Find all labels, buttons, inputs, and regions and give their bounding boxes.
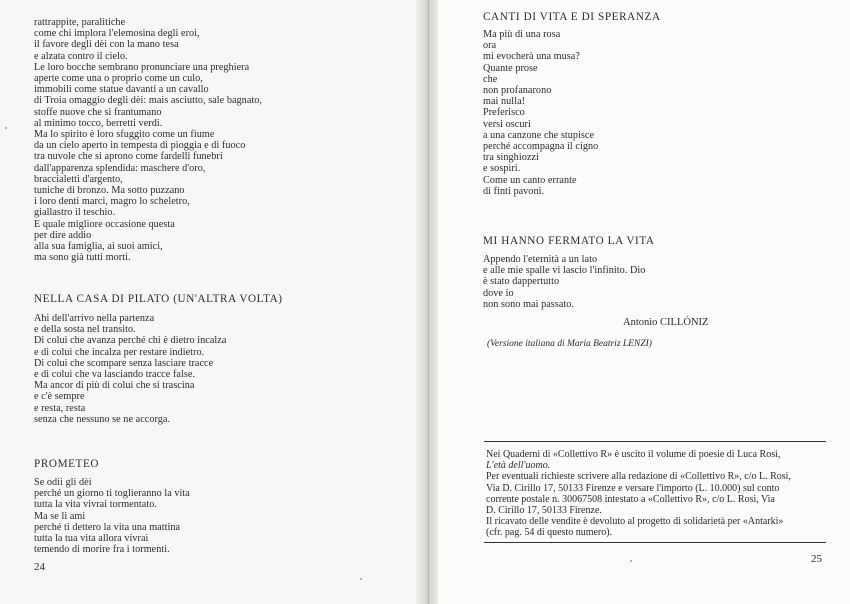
- poem-fermato: [483, 235, 655, 310]
- poem-line: e alle mie spalle vi lascio l'infinito. Dio: [483, 265, 646, 277]
- poem-line: dall'apparenza splendida: maschere d'oro,: [34, 162, 206, 174]
- poem-line: Le loro bocche sembrano pronunciare una preghiera: [34, 61, 250, 73]
- poem-line: tra singhiozzi: [483, 152, 539, 164]
- poem-line: per dire addio: [34, 229, 92, 241]
- right-page: [425, 0, 850, 604]
- poem-fermato-lines: [483, 254, 655, 310]
- publication-note: [486, 449, 828, 539]
- poem-line: giallastro il teschio.: [34, 207, 116, 219]
- poem-line: a una canzone che stupisce: [483, 129, 595, 141]
- note-line: D. Cirillo 17, 50133 Firenze.: [486, 505, 602, 517]
- book-gutter: [416, 0, 438, 604]
- note-line: Il ricavato delle vendite è devoluto al progetto di solidarietà per «Antarki»: [486, 516, 784, 528]
- poem-line: aperte come una o proprio come un culo,: [34, 73, 203, 85]
- poem-line: tutta la tua vita allora vivrai: [34, 533, 149, 545]
- poem-line: Come un canto errante: [483, 174, 577, 186]
- poem-line: perché un giorno ti toglieranno la vita: [34, 488, 190, 500]
- poem-tail: [34, 17, 262, 263]
- poem-line: di Troia omaggio degli dèi: mais asciutto, sale bagnato,: [34, 95, 263, 107]
- note-line: Nei Quaderni di «Collettivo R» è uscito il volume di poesie di Luca Rosi,: [486, 449, 781, 460]
- poem-line: come chi implora l'elemosina degli eroi,: [34, 28, 200, 40]
- poem-line: Di colui che scompare senza lasciare tracce: [34, 357, 214, 369]
- poem-line: immobili come statue davanti a un cavallo: [34, 84, 209, 96]
- page-number-right: 25: [811, 553, 822, 565]
- poem-line: che: [483, 73, 498, 85]
- poem-line: Di colui che avanza perché chi è dietro incalza: [34, 335, 227, 347]
- note-line: Per eventuali richieste scrivere alla redazione di «Collettivo R», c/o L. Rosi,: [486, 471, 791, 483]
- poem-line: perché ti dettero la vita una mattina: [34, 521, 181, 533]
- poem-line: stoffe nuove che si frantumano: [34, 106, 162, 118]
- poem-prometeo: [34, 458, 190, 555]
- poem-line: ora: [483, 40, 497, 52]
- poem-line: di finti pavoni.: [483, 185, 545, 197]
- poem-canti: [483, 11, 661, 197]
- poem-fermato-title: MI HANNO FERMATO LA VITA: [483, 235, 655, 247]
- poem-line: il favore degli dèi con la mano tesa: [34, 39, 179, 51]
- poem-line: da un cielo aperto in tempesta di pioggia e di fuoco: [34, 140, 246, 152]
- poem-line: tuniche di bronzo. Ma sotto puzzano: [34, 185, 185, 197]
- poem-line: alla sua famiglia, ai suoi amici,: [34, 241, 163, 253]
- poem-pilato-lines: [34, 313, 283, 425]
- author-signature: Antonio CILLÓNIZ: [623, 317, 709, 328]
- poem-line: e di colui che incalza per restare indietro.: [34, 346, 205, 358]
- note-line: Via D. Cirillo 17, 50133 Firenze e versare l'importo (L. 10.000) sul conto: [486, 482, 780, 494]
- poem-line: tra nuvole che si aprono come fardelli funebri: [34, 151, 223, 163]
- poem-line: al minimo tocco, berretti verdi.: [34, 117, 163, 129]
- poem-line: E quale migliore occasione questa: [34, 218, 175, 230]
- poem-line: Quante prose: [483, 62, 538, 74]
- poem-line: e c'è sempre: [34, 391, 85, 403]
- poem-line: e di colui che va lasciando tracce false.: [34, 369, 196, 381]
- poem-line: Ma se li ami: [34, 510, 86, 522]
- poem-line: e della sosta nel transito.: [34, 324, 136, 336]
- poem-line: Ma lo spirito è loro sfuggito come un fiume: [34, 129, 215, 141]
- poem-line: perché accompagna il cigno: [483, 141, 599, 153]
- poem-line: non sono mai passato.: [483, 298, 575, 310]
- poem-line: temendo di morire fra i tormenti.: [34, 544, 170, 556]
- poem-line: dove io: [483, 287, 514, 299]
- page-number-left: 24: [34, 561, 45, 573]
- poem-canti-title: CANTI DI VITA E DI SPERANZA: [483, 11, 661, 23]
- gutter-fold-line: [428, 0, 429, 604]
- poem-line: non profanarono: [483, 85, 552, 97]
- poem-pilato: [34, 293, 283, 425]
- paper-speck: [630, 560, 632, 562]
- poem-tail-lines: [34, 17, 262, 263]
- poem-line: e resta, resta: [34, 402, 86, 414]
- poem-canti-lines: [483, 29, 661, 197]
- poem-line: versi oscuri: [483, 118, 531, 130]
- note-top-rule: [484, 441, 826, 442]
- poem-prometeo-title: PROMETEO: [34, 458, 100, 470]
- poem-line: mi evocherà una musa?: [483, 51, 580, 63]
- poem-line: Ma ancor di più di colui che si trascina: [34, 380, 195, 392]
- poem-line: e sospiri.: [483, 163, 521, 175]
- poem-line: mai nulla!: [483, 96, 526, 108]
- note-bottom-rule: [484, 542, 826, 543]
- poem-prometeo-lines: [34, 477, 190, 555]
- poem-pilato-title: NELLA CASA DI PILATO (UN'ALTRA VOLTA): [34, 293, 283, 305]
- poem-line: senza che nessuno se ne accorga.: [34, 413, 171, 425]
- poem-line: Ma più di una rosa: [483, 29, 561, 40]
- poem-line: rattrappite, paralitiche: [34, 17, 126, 28]
- note-line: (cfr. pag. 54 di questo numero).: [486, 527, 613, 539]
- translation-credit: (Versione italiana di Maria Beatriz LENZI): [487, 339, 652, 349]
- note-line: corrente postale n. 30067508 intestato a «Collettivo R», c/o L. Rosi, Via: [486, 493, 775, 505]
- paper-speck: [360, 578, 362, 580]
- poem-line: e alzata contro il cielo.: [34, 50, 128, 62]
- poem-line: ma sono già tutti morti.: [34, 252, 131, 264]
- note-lines: [486, 471, 828, 538]
- poem-line: braccialetti d'argento,: [34, 173, 123, 185]
- note-book-title: L'età dell'uomo.: [486, 460, 551, 472]
- poem-line: i loro denti marci, magro lo scheletro,: [34, 196, 190, 208]
- poem-line: Preferisco: [483, 107, 525, 119]
- poem-line: Se odii gli dèi: [34, 477, 92, 488]
- poem-line: Ahi dell'arrivo nella partenza: [34, 313, 155, 324]
- poem-line: tutta la vita vivrai tormentato.: [34, 499, 157, 511]
- paper-speck: [5, 127, 7, 129]
- poem-line: Appendo l'eternità a un lato: [483, 254, 598, 265]
- poem-line: è stato dappertutto: [483, 276, 560, 288]
